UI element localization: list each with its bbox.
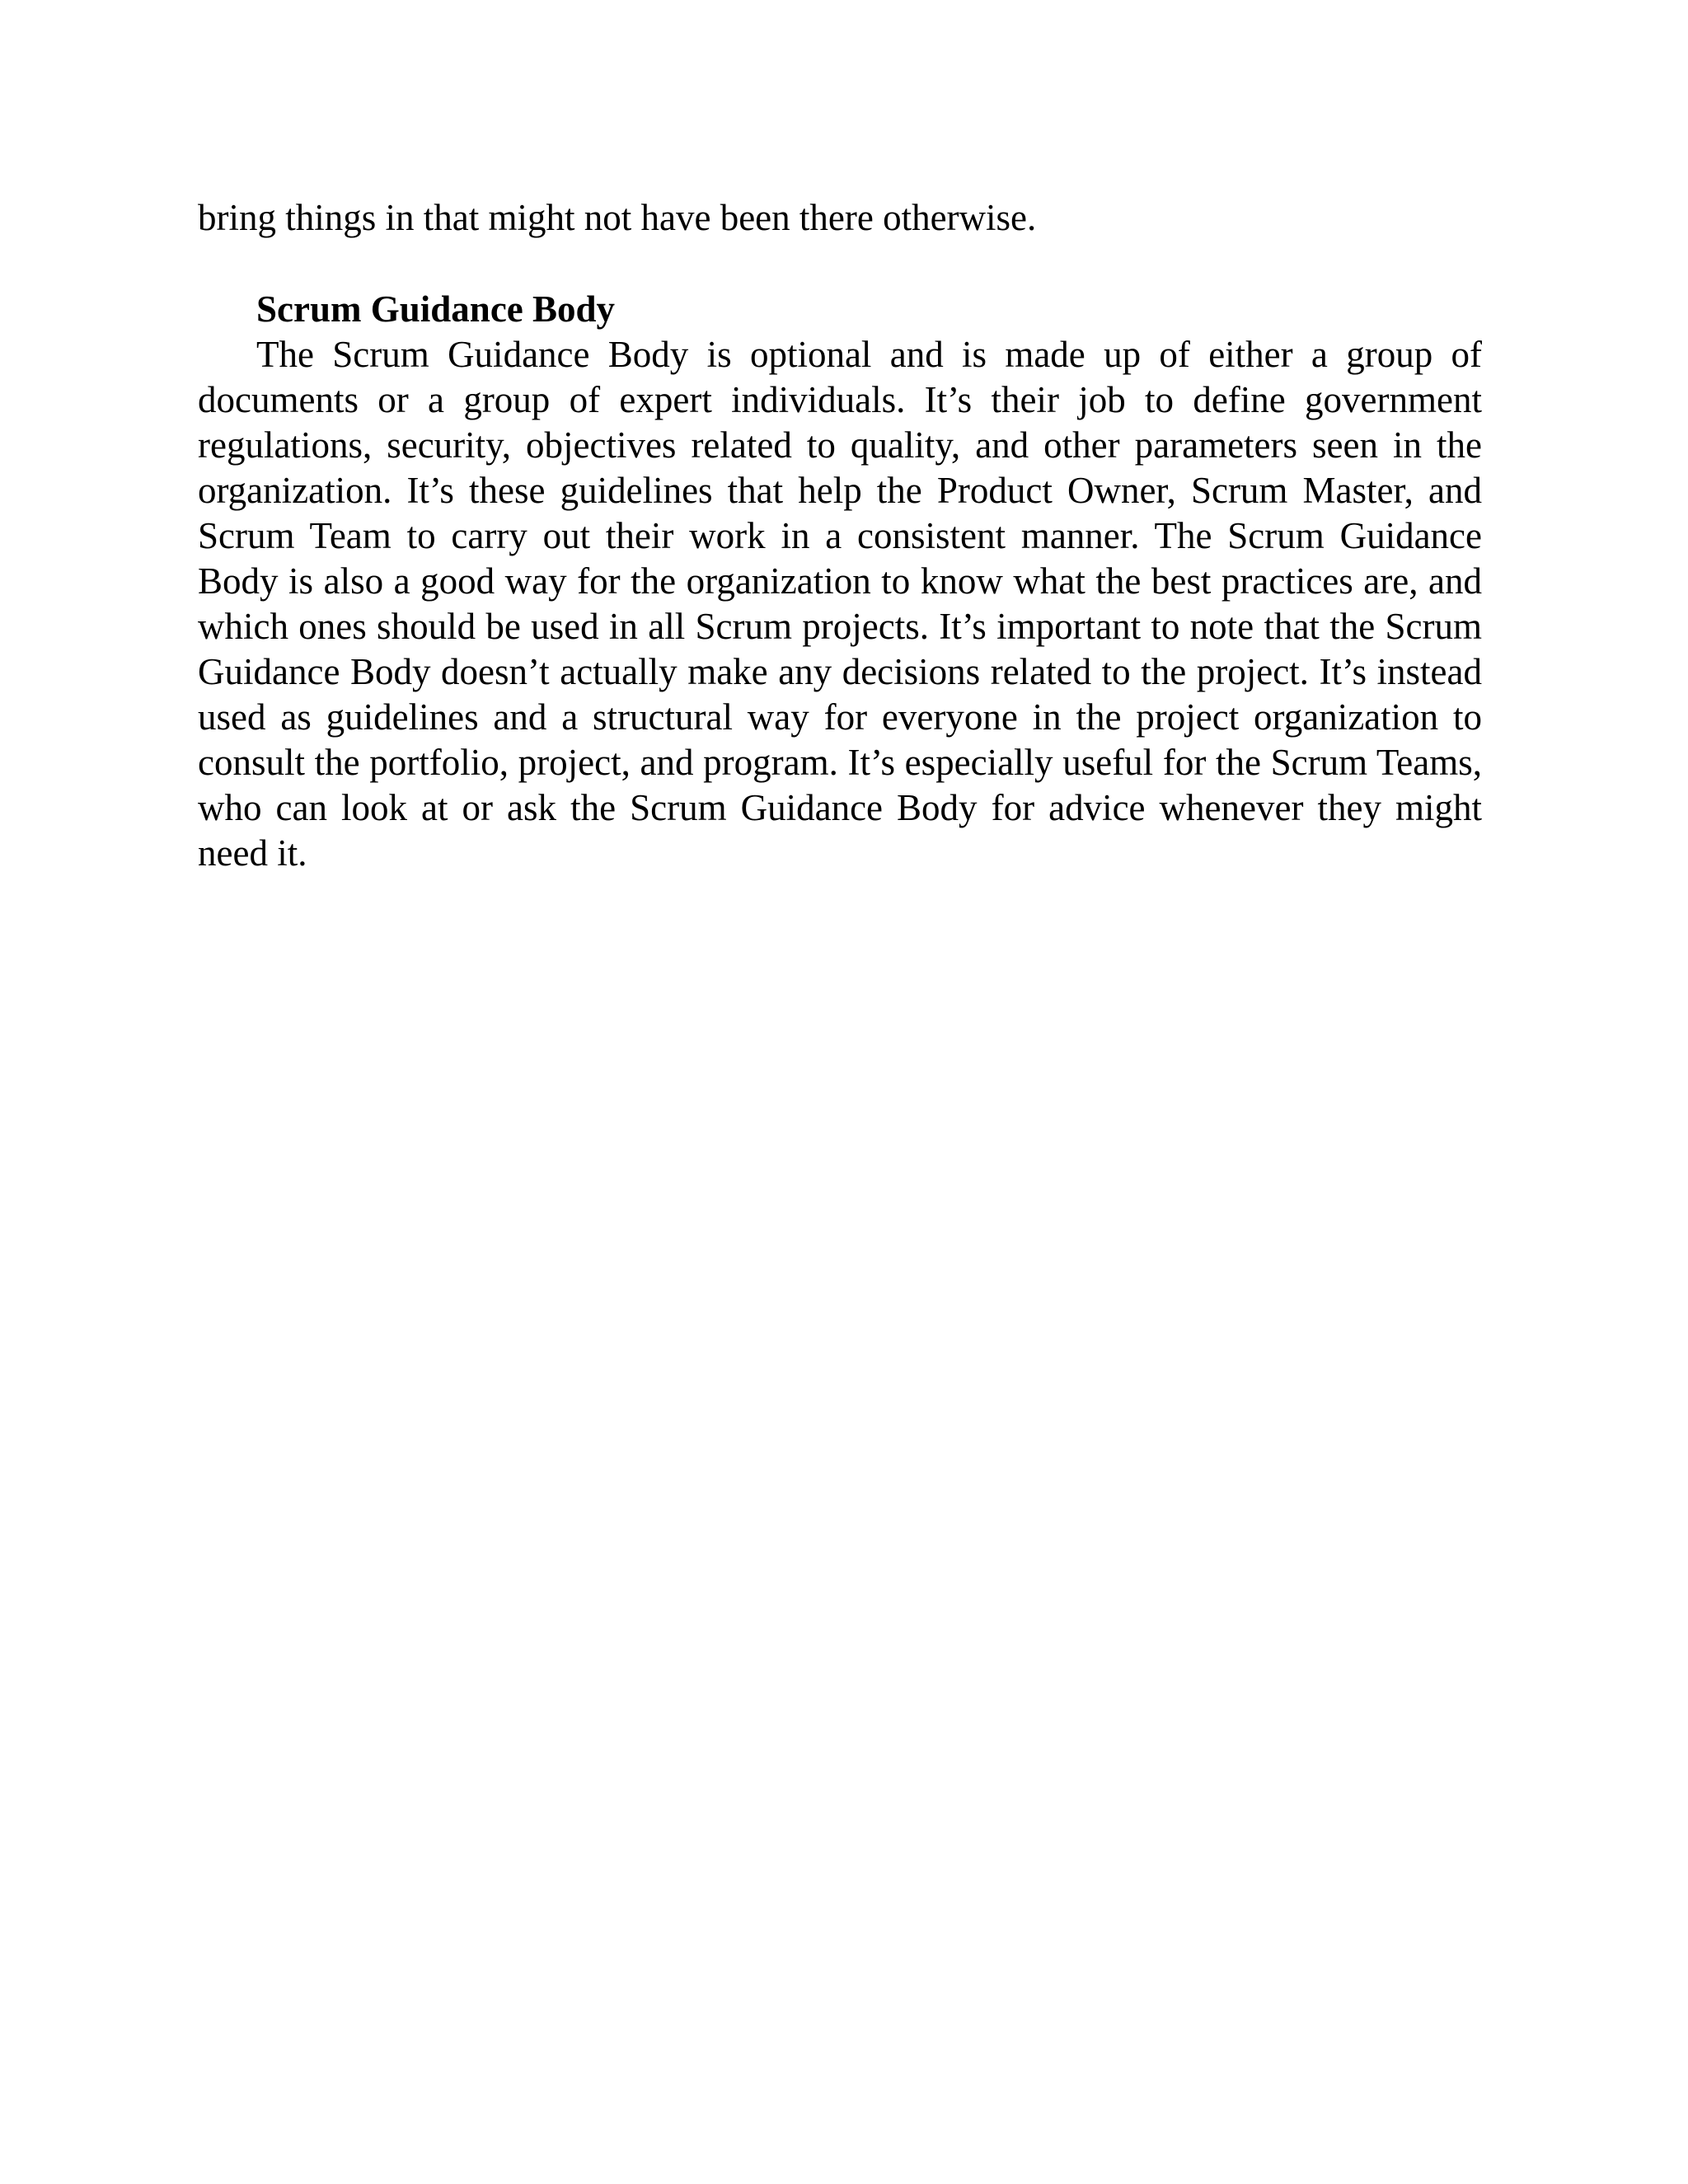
section-body-paragraph: The Scrum Guidance Body is optional and is made up of either a group of documents or a group of expert individuals. It’s their job to define government regulations, security, objectives related to quality, and other parameters seen in the organization. It’s these guidelines that help the Product Owner, Scrum Master, and Scrum Team to carry out their work in a consistent manner. The Scrum Guidance Body is also a good way for the organization to know what the best practices are, and which ones should be used in all Scrum projects. It’s important to note that the Scrum Guidance Body doesn’t actually make any decisions related to the project. It’s instead used as guidelines and a structural way for everyone in the project organization to consult the portfolio, project, and program. It’s especially useful for the Scrum Teams, who can look at or ask the Scrum Guidance Body for advice whenever they might need it. (198, 334, 1482, 874)
section-heading: Scrum Guidance Body (256, 288, 616, 330)
continuation-paragraph: bring things in that might not have been there otherwise. (198, 197, 1037, 238)
